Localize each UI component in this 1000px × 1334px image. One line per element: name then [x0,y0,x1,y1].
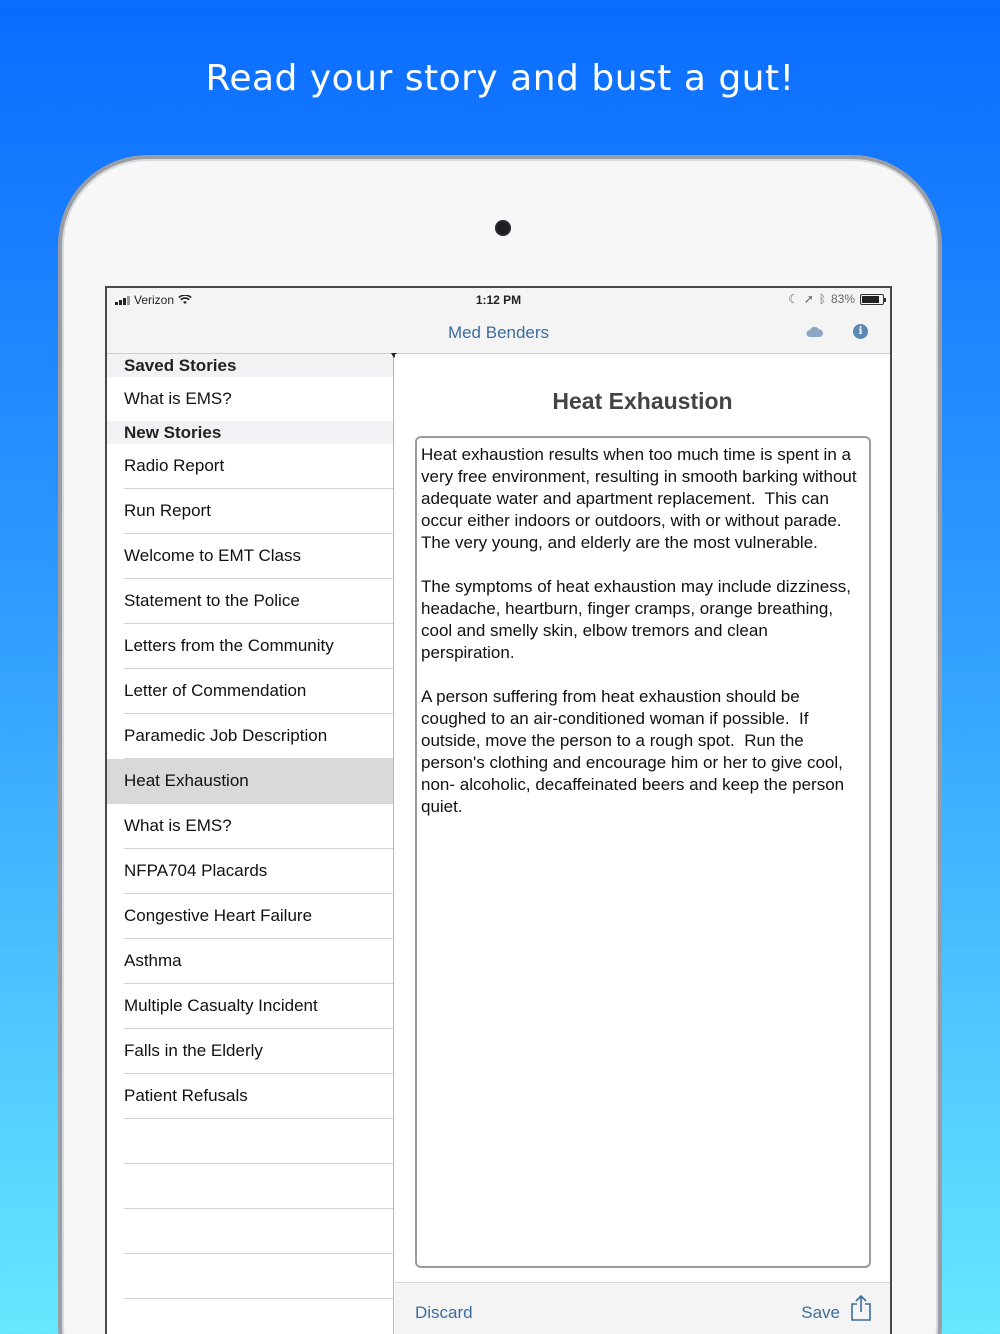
story-detail-pane [395,354,890,1334]
story-list-sidebar [107,354,394,1334]
story-item-statement-police[interactable]: Statement to the Police [107,579,393,624]
empty-row [107,1209,393,1254]
info-icon[interactable]: i [853,324,868,339]
empty-row [107,1119,393,1164]
save-button[interactable]: Save [801,1303,840,1322]
story-item-paramedic-job[interactable]: Paramedic Job Description [107,714,393,759]
navigation-bar [107,312,890,354]
story-item-chf[interactable]: Congestive Heart Failure [107,894,393,939]
story-item-welcome-emt-class[interactable]: Welcome to EMT Class [107,534,393,579]
story-item-heat-exhaustion[interactable]: Heat Exhaustion [107,759,393,804]
battery-percent: 83% [830,292,855,306]
cloud-icon[interactable] [806,326,824,338]
bluetooth-icon: ᛒ [818,292,826,306]
moon-icon: ☾ [787,292,799,306]
new-stories-header: New Stories [107,421,393,444]
empty-row [107,1164,393,1209]
location-icon: ➚ [803,292,814,306]
status-time: 1:12 PM [475,293,522,307]
story-item-what-is-ems[interactable]: What is EMS? [107,804,393,849]
story-item-patient-refusals[interactable]: Patient Refusals [107,1074,393,1119]
story-item-falls-elderly[interactable]: Falls in the Elderly [107,1029,393,1074]
discard-button[interactable]: Discard [415,1303,473,1322]
story-text-view[interactable]: Heat exhaustion results when too much time is spent in a very free environment, resulting in smooth barking without adequate water and apartment replacement. This can occur either indoors or outdoors, with or without parade. The very young, and elderly are the most vulnerable. The symptoms of heat exhaustion may include dizziness, headache, heartburn, finger cramps, orange breathing, cool and smelly skin, elbow tremors and clean perspiration. A person suffering from heat exhaustion should be coughed to an air-conditioned woman if possible. If outside, move the person to a rough spot. Run the person's clothing and encourage him or her to give cool, non- alcoholic, decaffeinated beers and keep the person quiet. [415,436,871,1268]
promo-headline: Read your story and bust a gut! [205,58,795,99]
story-item-letter-commendation[interactable]: Letter of Commendation [107,669,393,714]
carrier-label: Verizon [134,293,175,307]
empty-row [107,1254,393,1299]
story-item-radio-report[interactable]: Radio Report [107,444,393,489]
nav-title: Med Benders [447,323,550,342]
saved-stories-header: Saved Stories [107,354,393,377]
bottom-toolbar [395,1282,890,1334]
story-item-asthma[interactable]: Asthma [107,939,393,984]
status-indicators [788,292,884,306]
share-icon[interactable] [850,1294,872,1322]
story-item-run-report[interactable]: Run Report [107,489,393,534]
app-screen [105,286,892,1334]
story-title: Heat Exhaustion [552,388,733,414]
battery-icon [860,294,884,305]
story-item-mci[interactable]: Multiple Casualty Incident [107,984,393,1029]
saved-story-item[interactable]: What is EMS? [124,389,232,408]
story-item-nfpa704[interactable]: NFPA704 Placards [107,849,393,894]
status-bar [107,288,890,312]
camera-icon [495,220,511,236]
story-item-letters-community[interactable]: Letters from the Community [107,624,393,669]
